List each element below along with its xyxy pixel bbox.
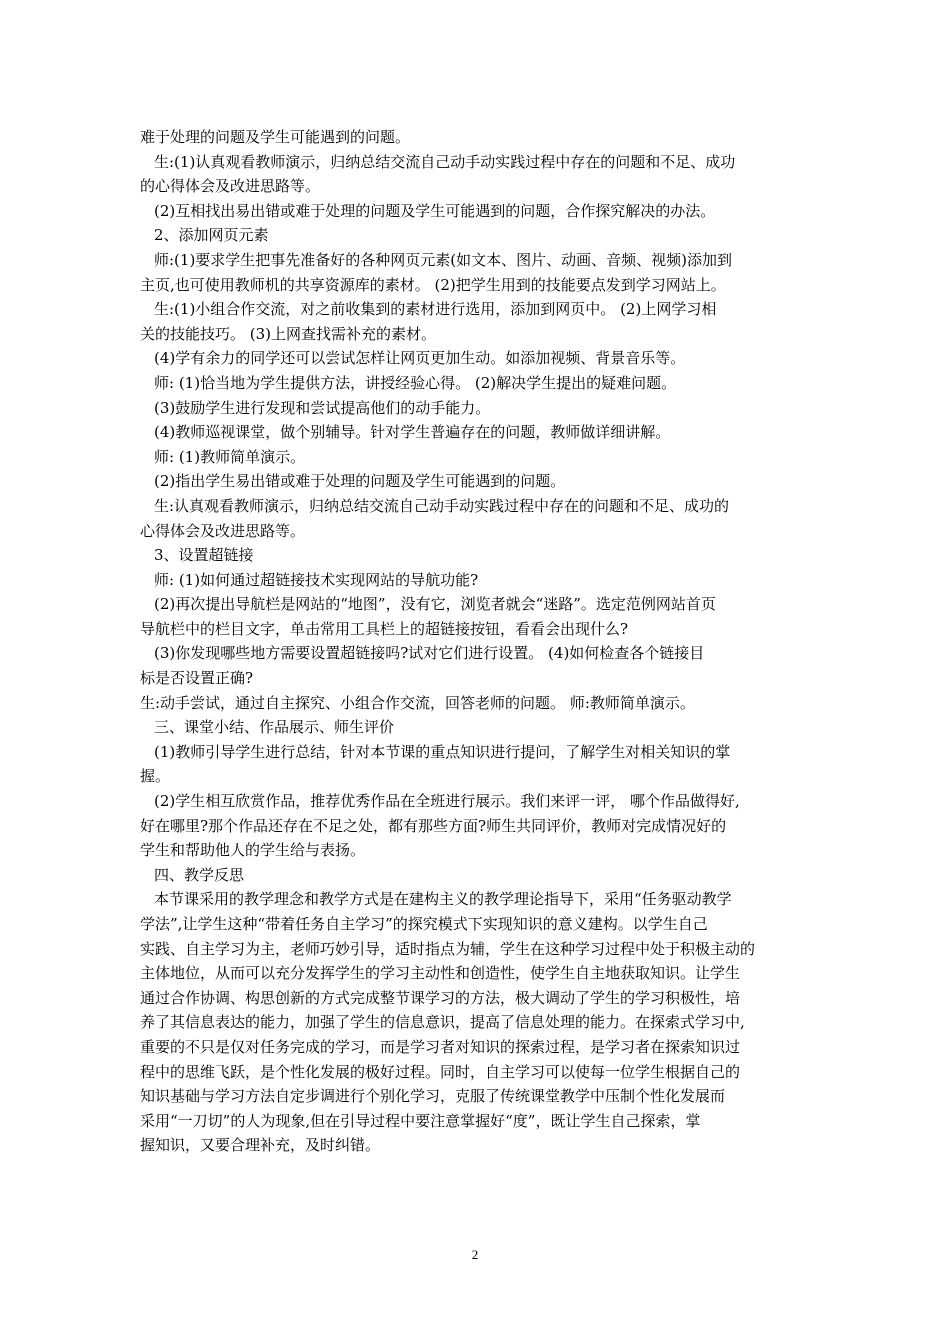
text-line: 师: (1)教师简单演示。: [154, 447, 306, 466]
text-line: 生:(1)小组合作交流，对之前收集到的素材进行选用，添加到网页中。 (2)上网学习相: [154, 300, 717, 319]
text-line: (3)鼓励学生进行发现和尝试提高他们的动手能力。: [154, 398, 491, 417]
text-line: 导航栏中的栏目文字，单击常用工具栏上的超链接按钮，看看会出现什么?: [140, 619, 629, 638]
text-line: 握知识，又要合理补充，及时纠错。: [140, 1136, 381, 1155]
text-line: 学生和帮助他人的学生给与表扬。: [140, 841, 366, 860]
text-line: 实践、自主学习为主，老师巧妙引导，适时指点为辅，学生在这种学习过程中处于积极主动的: [140, 939, 756, 958]
section-heading: 3、设置超链接: [154, 546, 254, 565]
text-line: 师: (1)恰当地为学生提供方法，讲授经验心得。 (2)解决学生提出的疑难问题。: [154, 373, 677, 392]
text-line: 通过合作协调、构思创新的方式完成整节课学习的方法，极大调动了学生的学习积极性，培: [140, 988, 741, 1007]
text-line: 师:(1)要求学生把事先准备好的各种网页元素(如文本、图片、动画、音频、视频)添加到: [154, 250, 733, 269]
text-line: 生:动手尝试，通过自主探究、小组合作交流，回答老师的问题。 师:教师简单演示。: [140, 693, 695, 712]
text-line: 主体地位，从而可以充分发挥学生的学习主动性和创造性，使学生自主地获取知识。让学生: [140, 964, 741, 983]
text-line: 师: (1)如何通过超链接技术实现网站的导航功能?: [154, 570, 479, 589]
text-line: 难于处理的问题及学生可能遇到的问题。: [140, 128, 411, 146]
text-line: 标是否设置正确?: [140, 669, 254, 688]
text-line: 重要的不只是仅对任务完成的学习，而是学习者对知识的探索过程，是学习者在探索知识过: [140, 1037, 741, 1056]
text-line: (2)学生相互欣赏作品，推荐优秀作品在全班进行展示。我们来评一评， 哪个作品做得好,: [154, 792, 740, 811]
page-number: 2: [471, 1247, 479, 1262]
text-line: (4)学有余力的同学还可以尝试怎样让网页更加生动。如添加视频、背景音乐等。: [154, 349, 686, 368]
text-line: 程中的思维飞跃，是个性化发展的极好过程。同时，自主学习可以使每一位学生根据自己的: [140, 1062, 741, 1081]
text-line: (2)指出学生易出错或难于处理的问题及学生可能遇到的问题。: [154, 472, 566, 491]
text-line: (1)教师引导学生进行总结，针对本节课的重点知识进行提问，了解学生对相关知识的掌: [154, 742, 731, 761]
text-line: 关的技能技巧。 (3)上网查找需补充的素材。: [140, 324, 437, 343]
text-line: 采用“一刀切”的人为现象,但在引导过程中要注意掌握好“度”，既让学生自己探索，掌: [140, 1111, 701, 1130]
text-line: 主页,也可使用教师机的共享资源库的素材。 (2)把学生用到的技能要点发到学习网站上。: [140, 275, 726, 294]
section-heading: 三、课堂小结、作品展示、师生评价: [154, 718, 395, 737]
text-line: 本节课采用的教学理念和教学方式是在建构主义的教学理论指导下，采用“任务驱动教学: [154, 890, 732, 909]
text-line: 生:(1)认真观看教师演示，归纳总结交流自己动手动实践过程中存在的问题和不足、成功: [154, 152, 736, 171]
text-line: 生:认真观看教师演示，归纳总结交流自己动手动实践过程中存在的问题和不足、成功的: [154, 496, 730, 515]
text-line: (3)你发现哪些地方需要设置超链接吗?试对它们进行设置。 (4)如何检查各个链接目: [154, 644, 705, 663]
section-heading: 四、教学反思: [154, 865, 245, 884]
text-line: 知识基础与学习方法自定步调进行个别化学习，克服了传统课堂教学中压制个性化发展而: [140, 1087, 726, 1106]
text-line: 养了其信息表达的能力，加强了学生的信息意识，提高了信息处理的能力。在探索式学习中,: [140, 1013, 745, 1032]
document-body: [140, 125, 820, 1158]
text-line: (2)互相找出易出错或难于处理的问题及学生可能遇到的问题，合作探究解决的办法。: [154, 201, 716, 220]
text-line: (4)教师巡视课堂，做个别辅导。针对学生普遍存在的问题，教师做详细讲解。: [154, 423, 671, 442]
text-line: 心得体会及改进思路等。: [140, 521, 306, 540]
text-line: 的心得体会及改进思路等。: [140, 177, 321, 196]
section-heading: 2、添加网页元素: [154, 226, 269, 245]
text-line: (2)再次提出导航栏是网站的“地图”，没有它，浏览者就会“迷路”。选定范例网站首页: [154, 595, 716, 614]
text-line: 学法”,让学生这种“带着任务自主学习”的探究模式下实现知识的意义建构。以学生自己: [140, 915, 708, 933]
text-line: 好在哪里?那个作品还存在不足之处，都有那些方面?师生共同评价，教师对完成情况好的: [140, 816, 727, 835]
text-line: 握。: [140, 767, 171, 786]
